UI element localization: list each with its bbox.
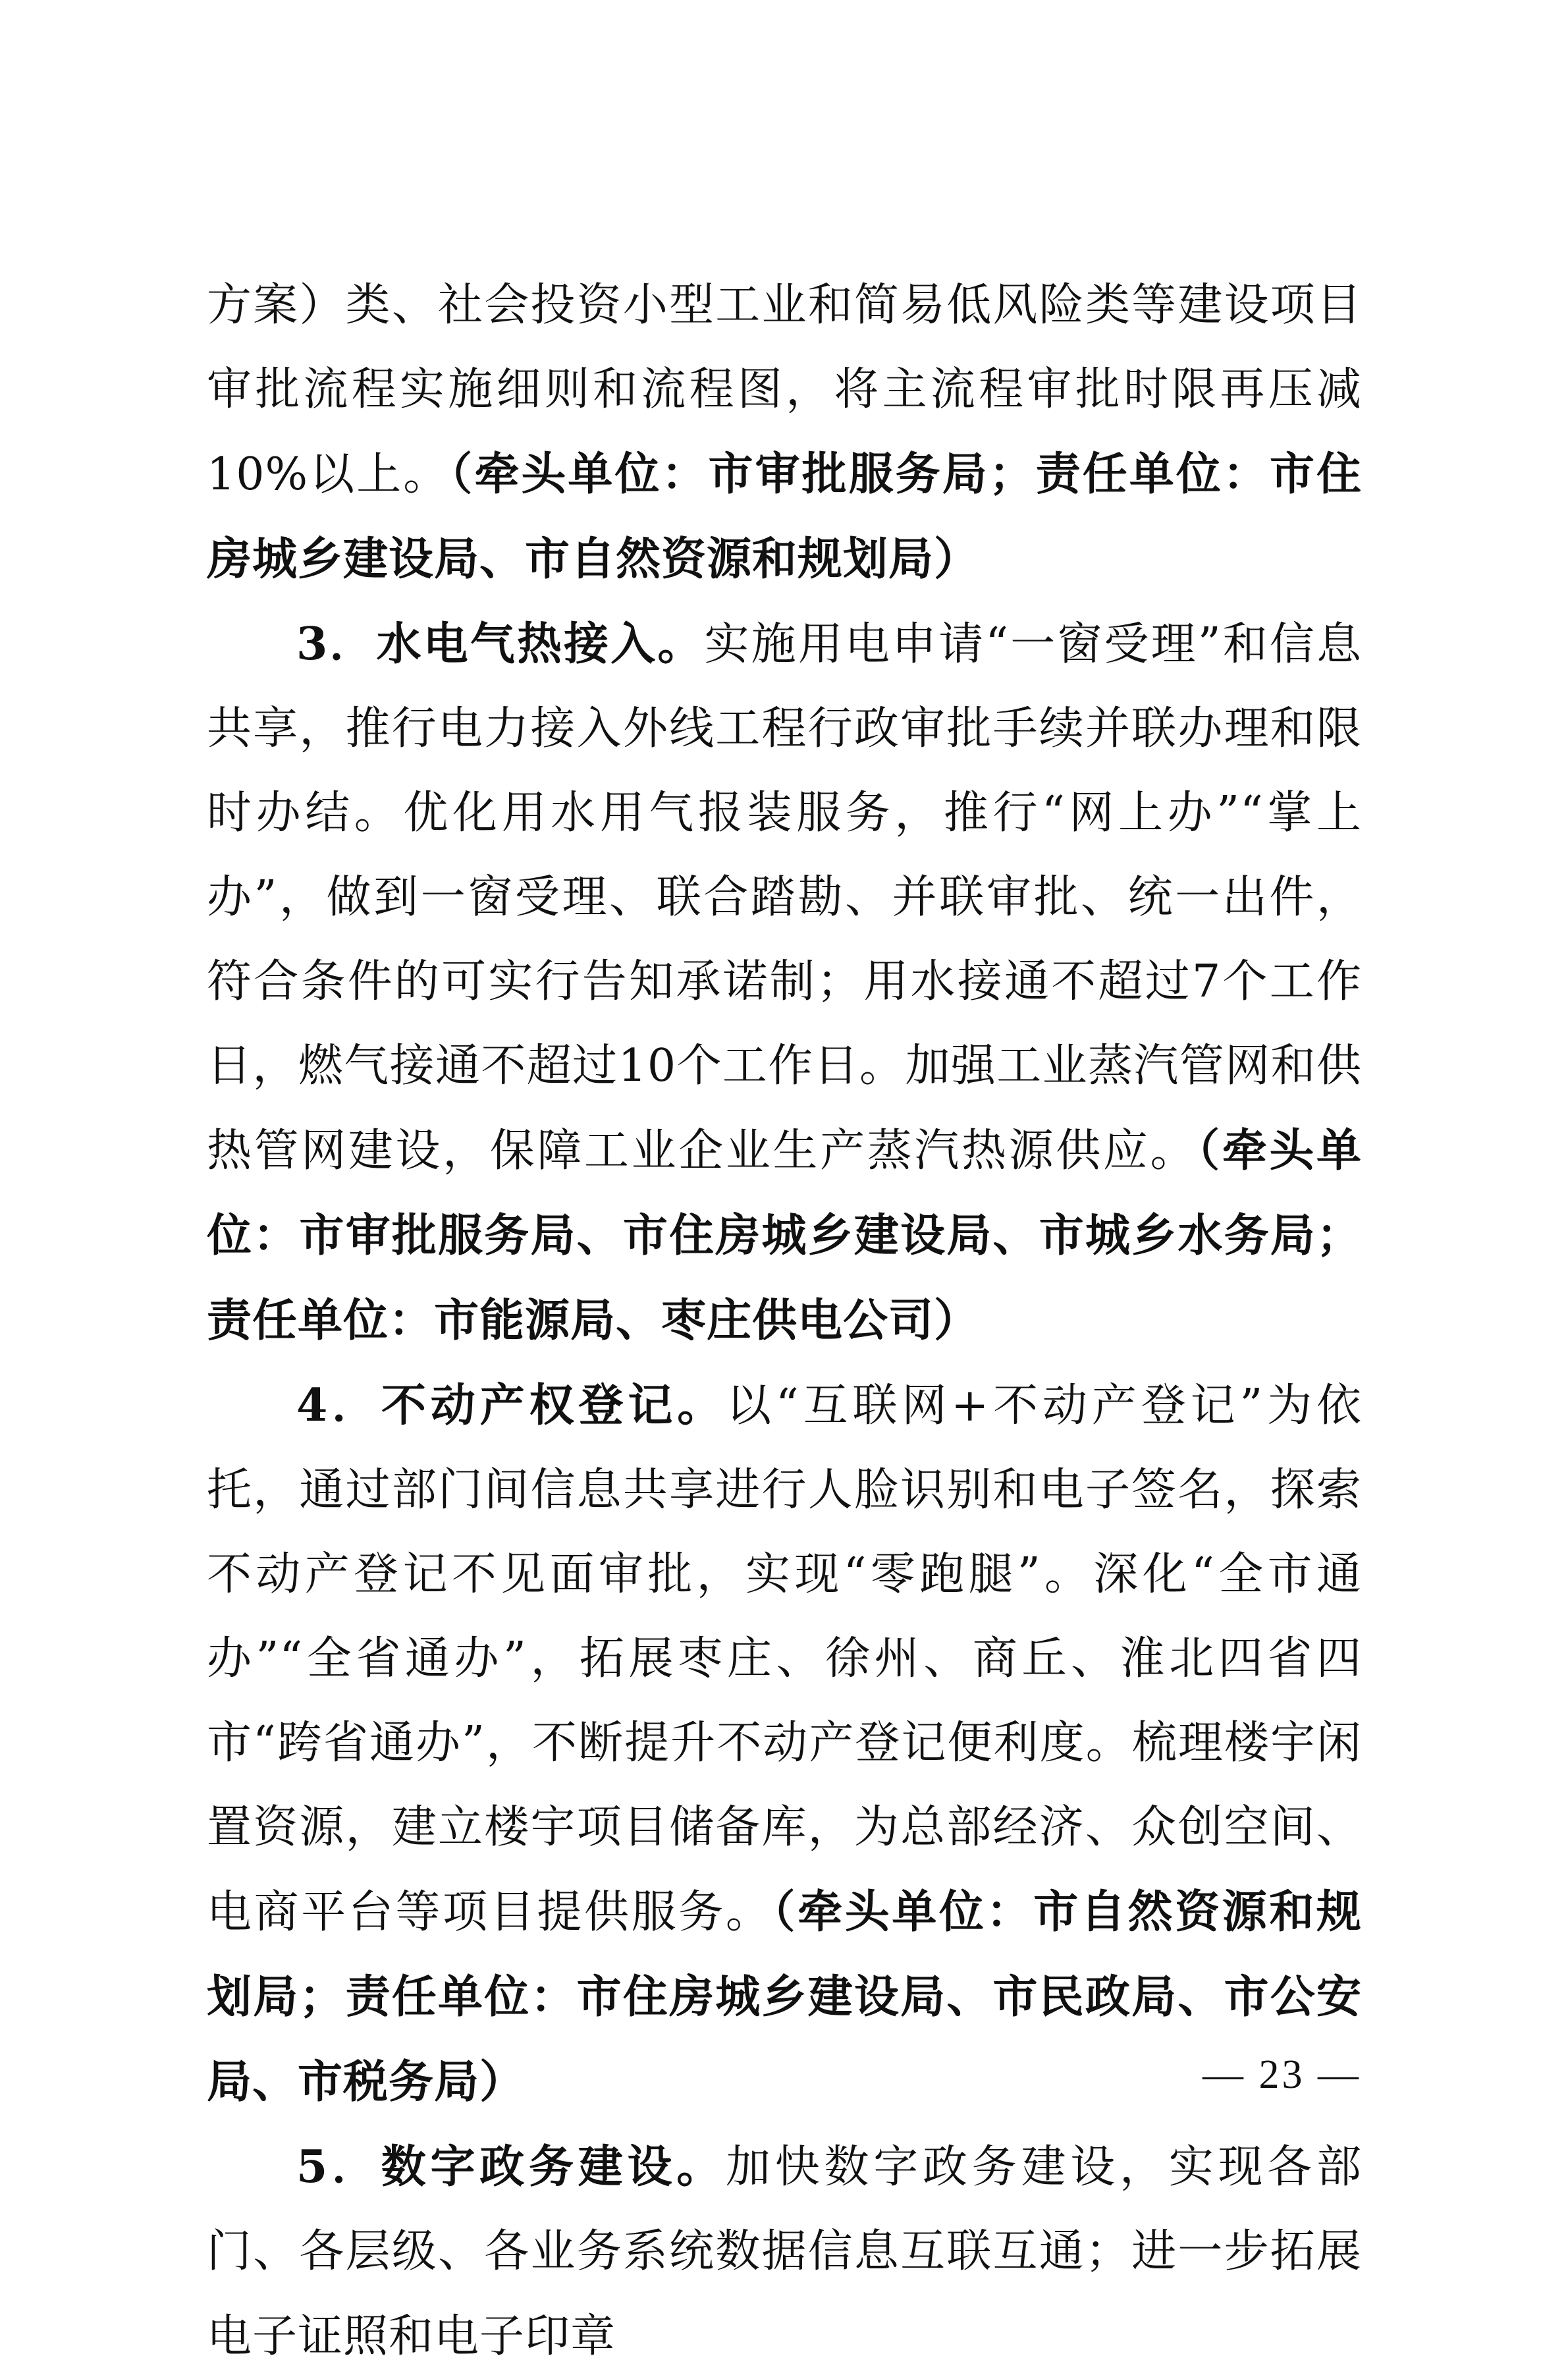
item-real-estate-registration bbox=[207, 1363, 1362, 2125]
responsibility-note: （牵头单位：市审批服务局、市住房城乡建设局、市城乡水务局；责任单位：市能源局、枣庄供电公司） bbox=[207, 1124, 1362, 1347]
item-heading: 4．不动产权登记。 bbox=[296, 1379, 727, 1432]
paragraph-body: 方案）类、社会投资小型工业和简易低风险类等建设项目审批流程实施细则和流程图，将主流程审批时限再压减10%以上。 bbox=[207, 279, 1362, 501]
item-body: 加快数字政务建设，实现各部门、各层级、各业务系统数据信息互联互通；进一步拓展电子证照和电子印章 bbox=[207, 2141, 1362, 2363]
item-body: 实施用电申请“一窗受理”和信息共享，推行电力接入外线工程行政审批手续并联办理和限时办结。优化用水用气报装服务，推行“网上办”“掌上办”，做到一窗受理、联合踏勘、并联审批、统一出件，符合条件的可实行告知承诺制；用水接通不超过7个工作日，燃气接通不超过10个工作日。加强工业蒸汽管网和供热管网建设，保障工业企业生产蒸汽热源供应。 bbox=[207, 618, 1362, 1177]
continuation-paragraph bbox=[207, 263, 1362, 602]
document-page bbox=[207, 263, 1362, 2379]
item-body: 以“互联网+不动产登记”为依托，通过部门间信息共享进行人脸识别和电子签名，探索不动产登记不见面审批，实现“零跑腿”。深化“全市通办”“全省通办”，拓展枣庄、徐州、商丘、淮北四省四市“跨省通办”，不断提升不动产登记便利度。梳理楼宇闲置资源，建立楼宇项目储备库，为总部经济、众创空间、电商平台等项目提供服务。 bbox=[207, 1380, 1362, 1938]
item-digital-government bbox=[207, 2125, 1362, 2379]
item-heading: 3．水电气热接入。 bbox=[296, 618, 705, 670]
item-heading: 5．数字政务建设。 bbox=[296, 2141, 726, 2193]
item-water-power-gas-heat bbox=[207, 602, 1362, 1363]
page-number: — 23 — bbox=[1203, 2052, 1361, 2097]
responsibility-note: （牵头单位：市自然资源和规划局；责任单位：市住房城乡建设局、市民政局、市公安局、市税务局） bbox=[207, 1886, 1362, 2108]
responsibility-note: （牵头单位：市审批服务局；责任单位：市住房城乡建设局、市自然资源和规划局） bbox=[207, 448, 1362, 586]
